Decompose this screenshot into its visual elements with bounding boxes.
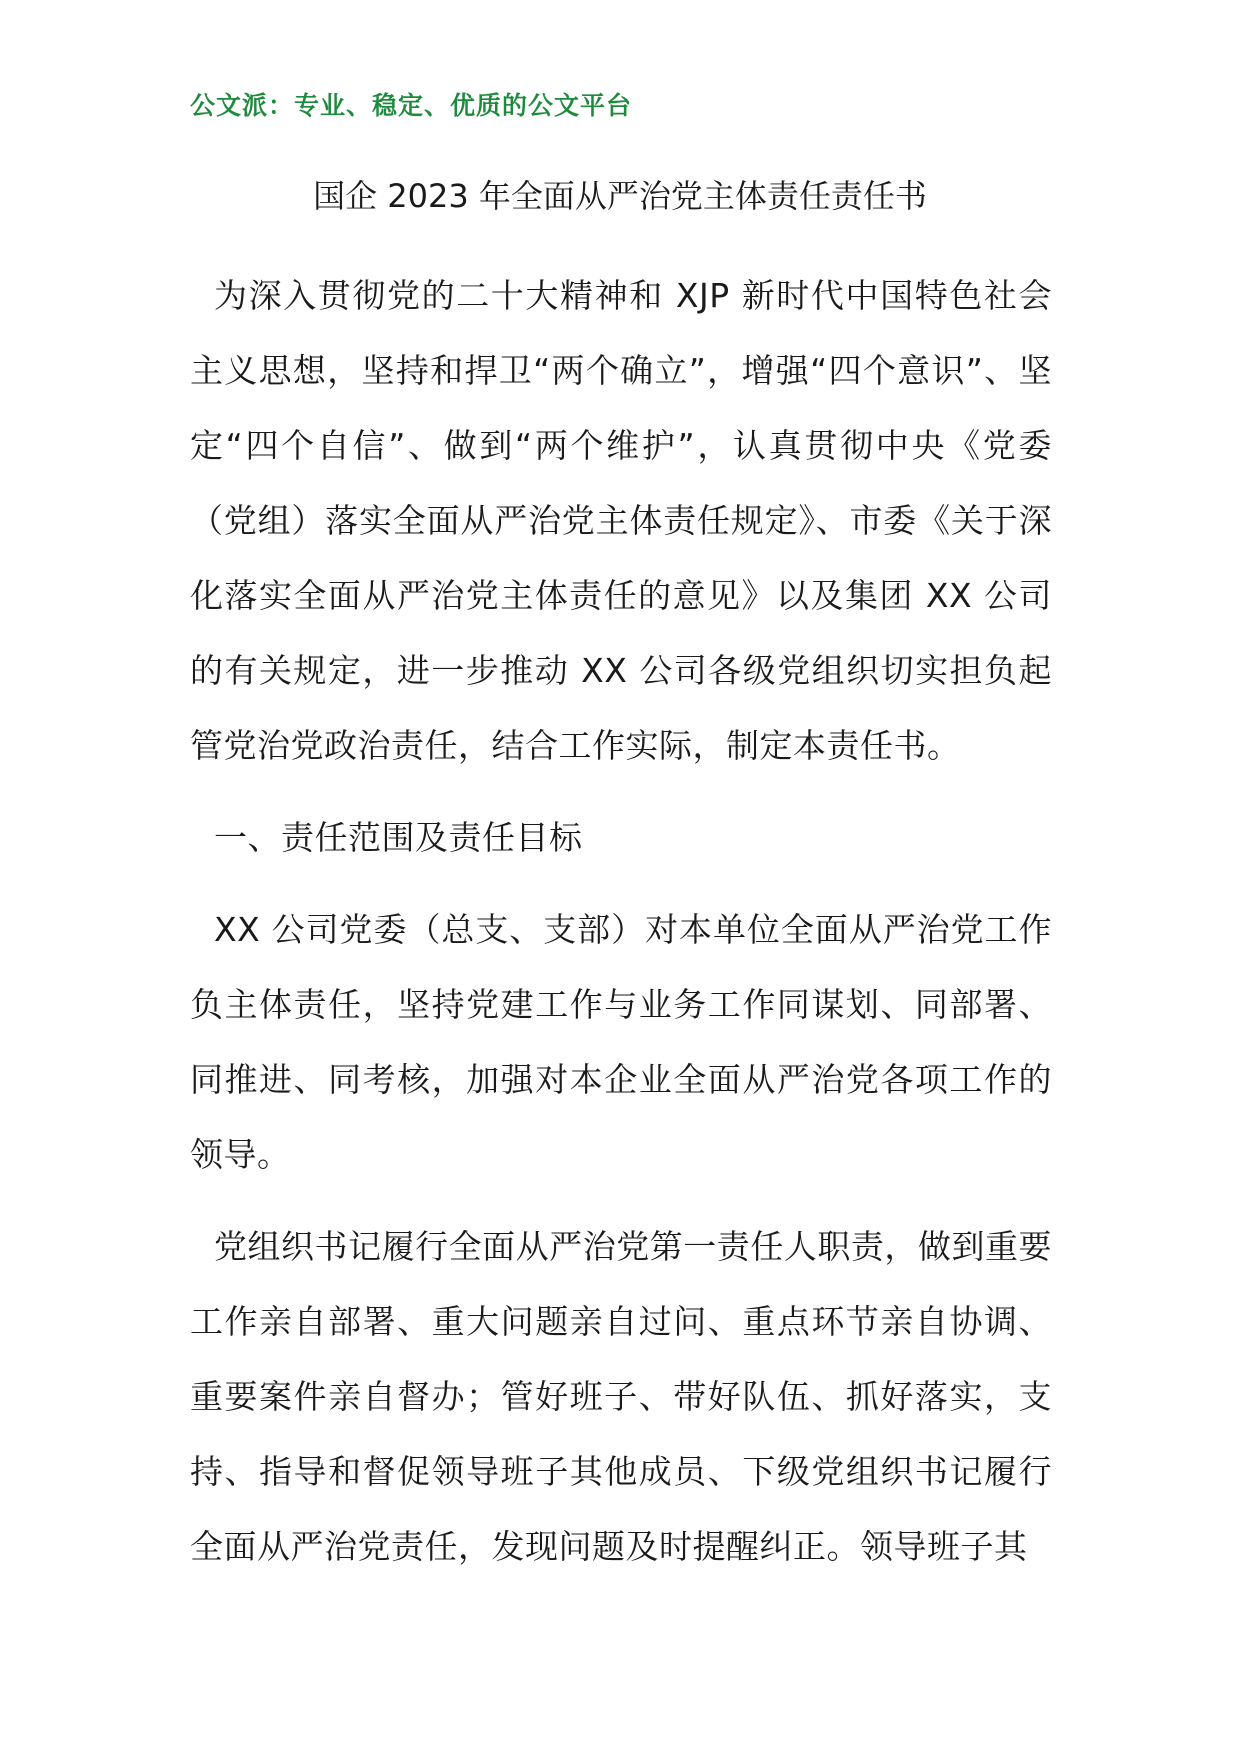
- body-paragraph-1: XX 公司党委（总支、支部）对本单位全面从严治党工作负主体责任，坚持党建工作与业务工作同谋划、同部署、同推进、同考核，加强对本企业全面从严治党各项工作的领导。: [190, 910, 1052, 1174]
- document-title: 国企 2023 年全面从严治党主体责任责任书: [313, 177, 927, 215]
- intro-paragraph: 为深入贯彻党的二十大精神和 XJP 新时代中国特色社会主义思想，坚持和捍卫“两个确立”，增强“四个意识”、坚定“四个自信”、做到“两个维护”，认真贯彻中央《党委（党组）落实全面从严治党主体责任规定》、市委《关于深化落实全面从严治党主体责任的意见》以及集团 XX 公司的有关规定，进一步推动 XX 公司各级党组织切实担负起管党治党政治责任，结合工作实际，制定本责任书。: [190, 276, 1052, 765]
- document-body: [190, 258, 1052, 1601]
- body-paragraph-2: 党组织书记履行全面从严治党第一责任人职责，做到重要工作亲自部署、重大问题亲自过问、重点环节亲自协调、重要案件亲自督办；管好班子、带好队伍、抓好落实，支持、指导和督促领导班子其他成员、下级党组织书记履行全面从严治党责任，发现问题及时提醒纠正。领导班子其: [190, 1227, 1052, 1566]
- header-brand-text: 公文派：专业、稳定、优质的公文平台: [190, 91, 633, 120]
- section-heading-1: 一、责任范围及责任目标: [214, 818, 583, 857]
